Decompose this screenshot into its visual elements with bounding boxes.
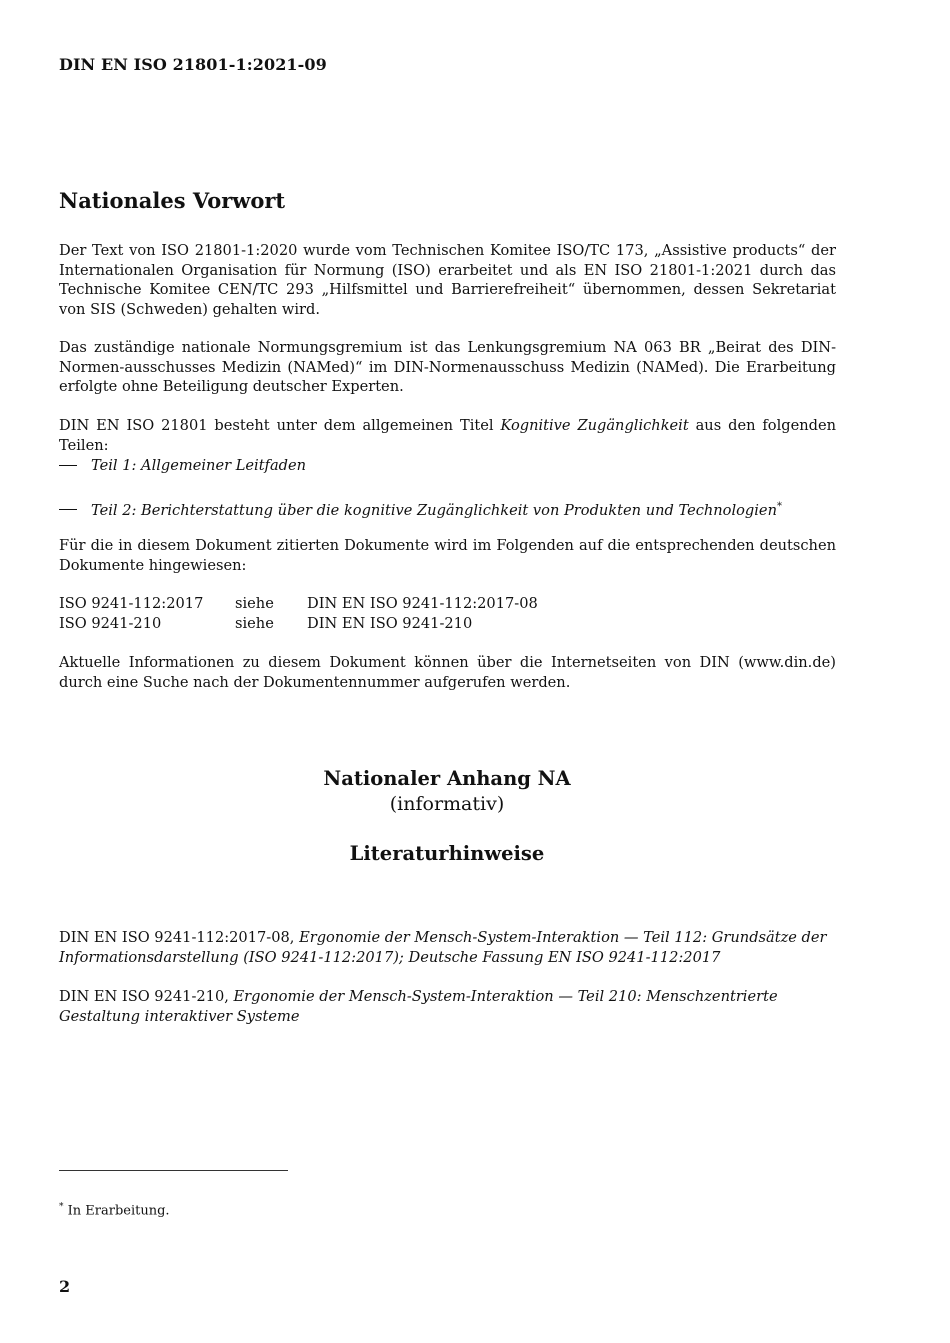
- bibliography-title: Literaturhinweise: [349, 842, 545, 865]
- part-label-2: Teil 2: Berichterstattung über die kognitive Zugänglichkeit von Produkten und Technologien: [91, 501, 777, 519]
- annex-title: Nationaler Anhang NA: [323, 767, 571, 790]
- footnote-marker: *: [59, 1202, 64, 1212]
- dash-icon: [59, 456, 91, 476]
- footnote: [59, 1202, 170, 1218]
- reference-table: [59, 594, 538, 634]
- para3-title: Kognitive Zugänglichkeit: [500, 417, 689, 434]
- footnote-text: In Erarbeitung.: [63, 1203, 170, 1219]
- reference-row: [59, 614, 538, 634]
- annex-subtitle: (informativ): [389, 793, 505, 815]
- page-number: 2: [59, 1277, 71, 1296]
- footnote-marker: *: [776, 501, 782, 512]
- part-label-1: Teil 1: Allgemeiner Leitfaden: [91, 457, 307, 474]
- part-list-item-2: [59, 497, 836, 520]
- vorwort-paragraph-1: Der Text von ISO 21801-1:2020 wurde vom Technischen Komitee ISO/TC 173, „Assistive products“ der Internationalen Organisation für Normung (ISO) erarbeitet und als EN ISO 21801-1:2021 durch das Technische Komitee CEN/TC 293 „Hilfsmittel und Barrierefreiheit“ übernommen, dessen Sekretariat von SIS (Schweden) gehalten wird.: [59, 242, 836, 318]
- vorwort-paragraph-5: Aktuelle Informationen zu diesem Dokument können über die Internetseiten von DIN (www.din.de) durch eine Suche nach der Dokumentennummer aufgerufen werden.: [59, 654, 836, 691]
- section-title-vorwort: Nationales Vorwort: [59, 188, 286, 213]
- reference-iso: ISO 9241-210: [59, 615, 162, 632]
- vorwort-paragraph-3: [59, 416, 836, 455]
- reference-din: DIN EN ISO 9241-210: [307, 615, 473, 632]
- vorwort-paragraph-2: Das zuständige nationale Normungsgremium ist das Lenkungsgremium NA 063 BR „Beirat des DIN-Normen-ausschusses Medizin (NAMed)“ im DIN-Normenausschuss Medizin (NAMed). Die Erarbeitung erfolgte ohne Beteiligung deutscher Experten.: [59, 339, 836, 395]
- para3-suffix: aus den folgenden Teilen:: [59, 417, 836, 454]
- reference-din: DIN EN ISO 9241-112:2017-08: [307, 595, 538, 612]
- reference-see: siehe: [235, 615, 274, 632]
- vorwort-paragraph-4: Für die in diesem Dokument zitierten Dokumente wird im Folgenden auf die entsprechenden deutschen Dokumente hingewiesen:: [59, 537, 836, 574]
- para3-prefix: DIN EN ISO 21801 besteht unter dem allgemeinen Titel: [59, 417, 501, 434]
- bibliography-title-text: Ergonomie der Mensch-System-Interaktion — Teil 112: Grundsätze der Informationsdarstellung (ISO 9241-112:2017); Deutsche Fassung EN ISO 9241-112:2017: [59, 929, 827, 966]
- bibliography-title-text: Ergonomie der Mensch-System-Interaktion — Teil 210: Menschzentrierte Gestaltung interaktiver Systeme: [59, 988, 778, 1025]
- footnote-separator: [59, 1170, 288, 1171]
- dash-icon: [59, 501, 91, 521]
- bibliography-ref: DIN EN ISO 9241-112:2017-08,: [59, 929, 300, 946]
- bibliography-ref: DIN EN ISO 9241-210,: [59, 988, 234, 1005]
- reference-see: siehe: [235, 595, 274, 612]
- bibliography-entry-2: [59, 987, 836, 1026]
- part-list-item-1: [59, 456, 836, 476]
- reference-iso: ISO 9241-112:2017: [59, 595, 204, 612]
- bibliography-entry-1: [59, 928, 836, 967]
- reference-row: [59, 594, 538, 614]
- document-id: DIN EN ISO 21801-1:2021-09: [59, 55, 327, 74]
